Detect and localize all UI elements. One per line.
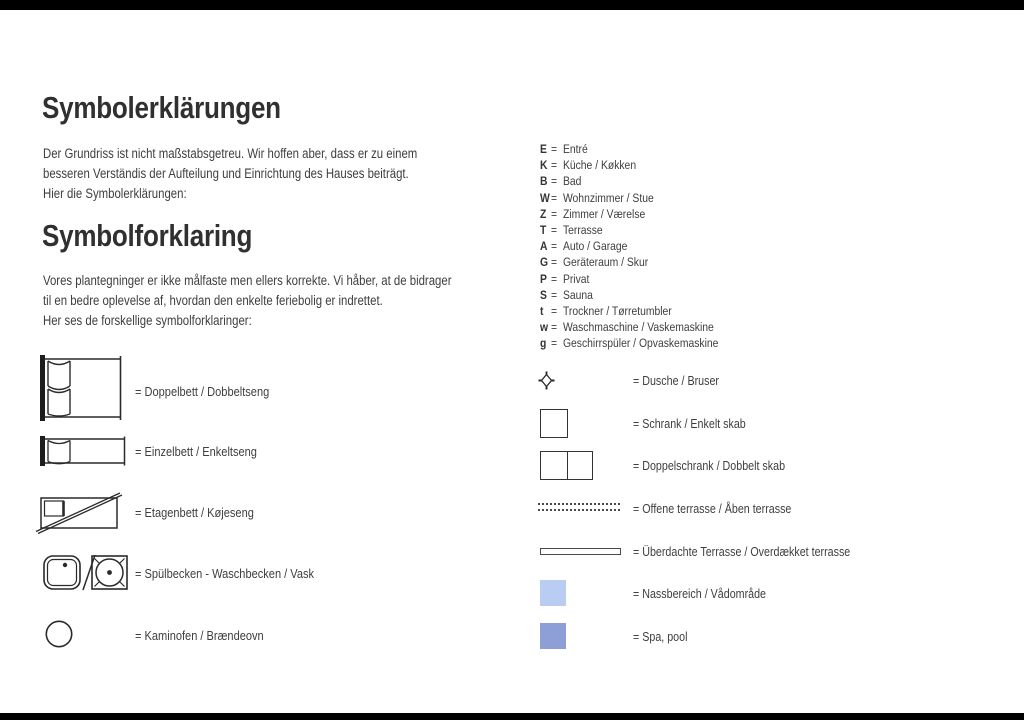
bunk-bed-icon (36, 491, 122, 534)
symbol-label: = Schrank / Enkelt skab (633, 417, 746, 431)
room-code-label: Terrasse (562, 222, 603, 237)
symbol-label: = Dusche / Bruser (633, 374, 719, 388)
single-bed-icon (40, 436, 128, 466)
room-code-row (540, 271, 718, 287)
room-code-row (540, 287, 718, 303)
equals-sign: = (551, 239, 558, 254)
double-bed-icon (40, 355, 124, 421)
equals-sign: = (551, 287, 558, 302)
room-code-label: Geschirrspüler / Opvaskemaskine (562, 336, 719, 351)
room-code-row (540, 141, 718, 157)
room-code-letter: K (540, 158, 548, 173)
double-wardrobe-icon (540, 451, 593, 480)
equals-sign: = (551, 255, 558, 270)
intro-danish-line: Vores plantegninger er ikke målfaste men ellers korrekte. Vi håber, at de bidrager (43, 273, 452, 288)
room-code-letter: W (540, 190, 550, 205)
slash-separator (83, 555, 95, 590)
room-code-letter: S (540, 287, 547, 302)
page-title-danish: Symbolforklaring (42, 218, 253, 253)
room-code-letter: B (540, 174, 548, 189)
single-wardrobe-icon (540, 409, 568, 438)
room-code-row (540, 335, 718, 351)
room-code-letter: E (540, 142, 547, 156)
intro-german (43, 144, 417, 204)
symbol-label: = Kaminofen / Brændeovn (135, 628, 264, 643)
room-code-letter: g (540, 336, 547, 351)
equals-sign: = (551, 271, 558, 286)
room-code-label: Wohnzimmer / Stue (562, 190, 654, 205)
room-code-letter: G (540, 255, 549, 270)
room-code-row (540, 190, 718, 206)
symbol-label: = Doppelbett / Dobbeltseng (135, 384, 270, 399)
room-code-row (540, 254, 718, 270)
wardrobe-divider (567, 452, 568, 479)
sink-washbasin-icon (43, 554, 129, 592)
wood-stove-icon (45, 620, 73, 648)
equals-sign: = (551, 303, 558, 318)
open-terrace-icon (538, 503, 620, 511)
room-code-label: Bad (562, 174, 582, 189)
equals-sign: = (551, 174, 558, 189)
covered-terrace-icon (540, 548, 621, 555)
equals-sign: = (551, 320, 558, 335)
symbol-label: = Offene terrasse / Åben terrasse (633, 502, 792, 516)
room-code-row (540, 238, 718, 254)
symbol-label: = Etagenbett / Køjeseng (135, 505, 254, 520)
room-code-row (540, 206, 718, 222)
symbol-label: = Überdachte Terrasse / Overdækket terrasse (633, 545, 851, 559)
room-code-row (540, 222, 718, 238)
room-code-letter: A (540, 239, 548, 254)
intro-german-line: Hier die Symbolerklärungen: (43, 186, 187, 201)
room-code-label: Waschmaschine / Vaskemaskine (562, 320, 714, 335)
room-code-label: Privat (562, 271, 590, 286)
room-code-label: Auto / Garage (562, 239, 628, 254)
equals-sign: = (551, 158, 558, 173)
equals-sign: = (551, 190, 558, 205)
intro-german-line: Der Grundriss ist nicht maßstabsgetreu. Wir hoffen aber, dass er zu einem (43, 146, 418, 161)
room-code-row (540, 319, 718, 335)
equals-sign: = (551, 222, 558, 237)
equals-sign: = (551, 142, 558, 156)
room-code-label: Entré (562, 142, 588, 156)
intro-german-line: besseren Verständis der Aufteilung und Einrichtung des Hauses beiträgt. (43, 166, 409, 181)
equals-sign: = (551, 336, 558, 351)
room-code-label: Küche / Køkken (562, 158, 637, 173)
equals-sign: = (551, 206, 558, 221)
room-code-letter: t (540, 303, 544, 318)
room-code-letter: T (540, 222, 547, 237)
room-code-label: Trockner / Tørretumbler (562, 303, 672, 318)
intro-danish-line: til en bedre oplevelse af, hvordan den enkelte feriebolig er indrettet. (43, 293, 383, 308)
room-code-letter: w (540, 320, 549, 335)
room-code-row (540, 303, 718, 319)
symbol-label: = Spülbecken - Waschbecken / Vask (135, 566, 315, 581)
room-code-label: Geräteraum / Skur (562, 255, 649, 270)
room-code-letter: P (540, 271, 547, 286)
wet-area-swatch (540, 580, 566, 606)
bottom-border-bar (0, 713, 1024, 720)
top-border-bar (0, 0, 1024, 10)
room-code-label: Zimmer / Værelse (562, 206, 646, 221)
room-code-letter: Z (540, 206, 547, 221)
page-title-german: Symbolerklärungen (42, 90, 281, 125)
room-code-row (540, 157, 718, 173)
spa-pool-swatch (540, 623, 566, 649)
symbol-label: = Nassbereich / Vådområde (633, 587, 766, 601)
intro-danish-line: Her ses de forskellige symbolforklaringer: (43, 313, 252, 328)
intro-danish (43, 271, 452, 331)
symbol-label: = Einzelbett / Enkeltseng (135, 444, 257, 459)
room-code-row (540, 173, 718, 189)
room-code-list (540, 141, 750, 351)
room-code-label: Sauna (562, 287, 593, 302)
shower-icon (538, 371, 555, 390)
symbol-label: = Spa, pool (633, 630, 688, 644)
symbol-label: = Doppelschrank / Dobbelt skab (633, 459, 786, 473)
